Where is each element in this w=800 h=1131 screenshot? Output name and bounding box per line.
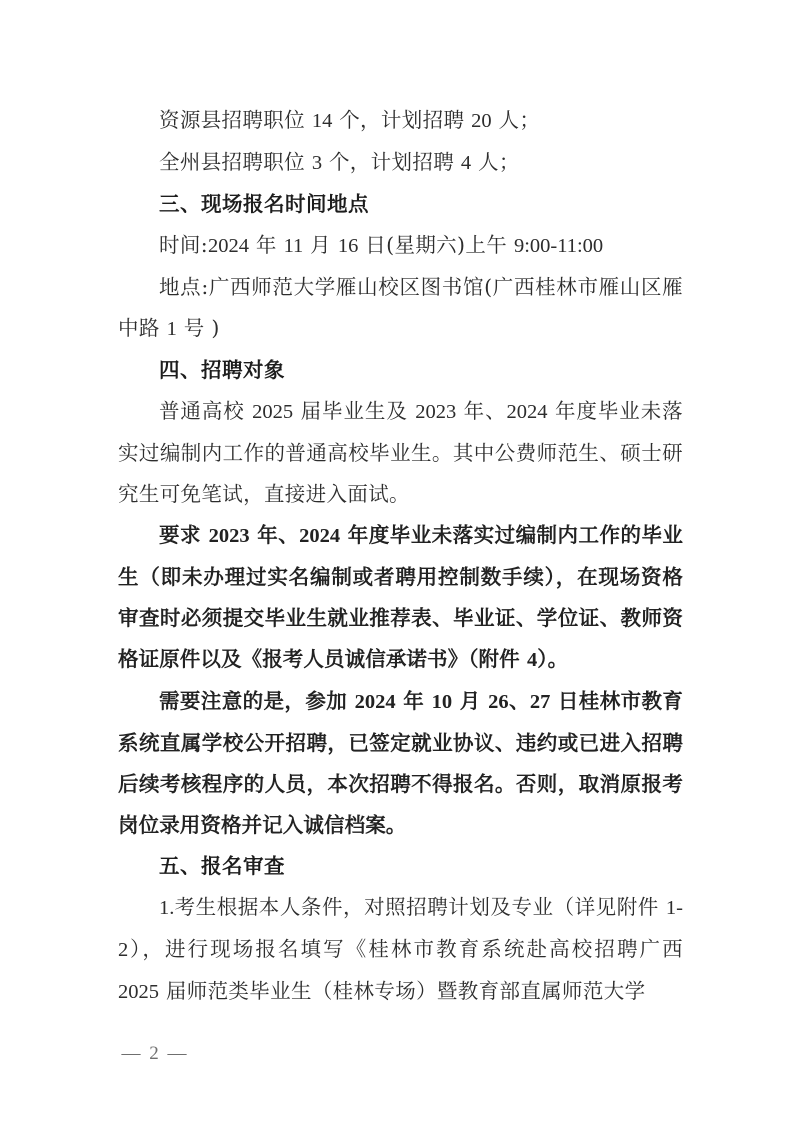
- paragraph-quanzhou-county: 全州县招聘职位 3 个，计划招聘 4 人；: [159, 150, 520, 174]
- heading-section-five: 五、报名审查: [159, 854, 285, 878]
- heading-section-three: 三、现场报名时间地点: [159, 192, 369, 216]
- paragraph-important-notice: 需要注意的是，参加 2024 年 10 月 26、27 日桂林市教育系统直属学校公开招聘，已签定就业协议、违约或已进入招聘后续考核程序的人员，本次招聘不得报名。否则，取消原报考岗位录用资格并记入诚信档案。: [118, 689, 684, 837]
- heading-section-four: 四、招聘对象: [159, 358, 285, 382]
- paragraph-registration-location: 地点:广西师范大学雁山校区图书馆(广西桂林市雁山区雁中路 1 号 ): [118, 275, 683, 340]
- paragraph-requirements: 要求 2023 年、2024 年度毕业未落实过编制内工作的毕业生（即未办理过实名编制或者聘用控制数手续），在现场资格审查时必须提交毕业生就业推荐表、毕业证、学位证、教师资格证原件以及《报考人员诚信承诺书》（附件 4）。: [118, 523, 684, 671]
- page-number: — 2 —: [121, 1043, 189, 1064]
- paragraph-ziyuan-county: 资源县招聘职位 14 个，计划招聘 20 人；: [159, 108, 541, 132]
- document-body: [118, 100, 683, 1013]
- paragraph-recruitment-targets: 普通高校 2025 届毕业生及 2023 年、2024 年度毕业未落实过编制内工作的普通高校毕业生。其中公费师范生、硕士研究生可免笔试，直接进入面试。: [118, 399, 683, 506]
- paragraph-registration-time: 时间:2024 年 11 月 16 日(星期六)上午 9:00-11:00: [159, 233, 604, 257]
- paragraph-review-item-1: 1.考生根据本人条件，对照招聘计划及专业（详见附件 1-2），进行现场报名填写《桂林市教育系统赴高校招聘广西 2025 届师范类毕业生（桂林专场）暨教育部直属师范大学: [118, 895, 683, 1003]
